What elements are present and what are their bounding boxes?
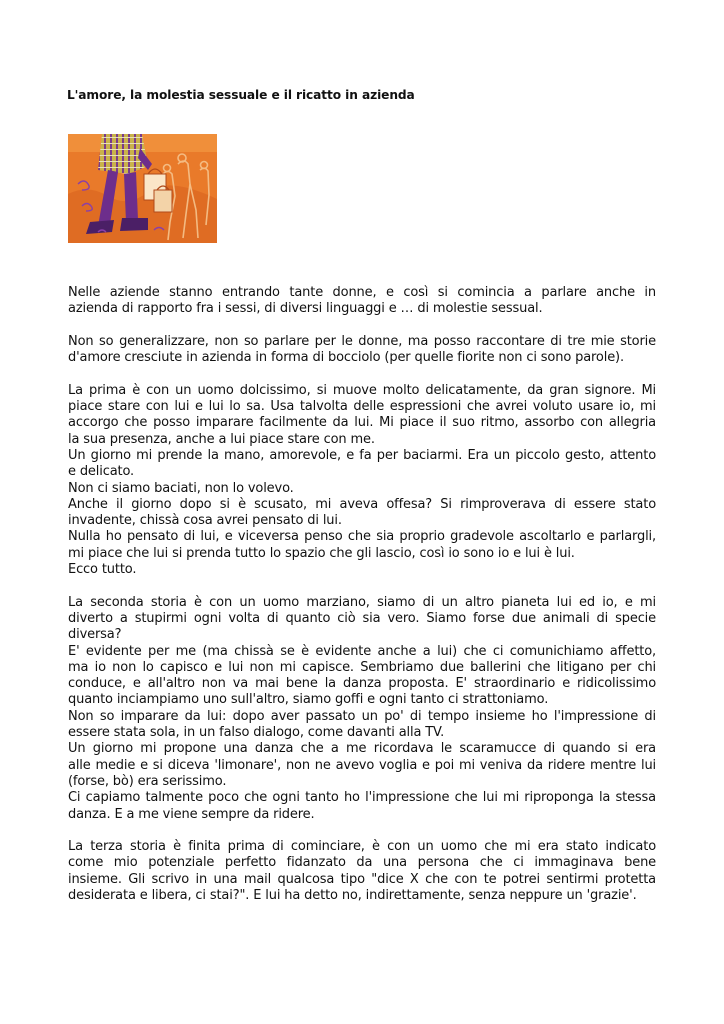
text-line: essere stata sola, in un falso dialogo, come davanti alla TV.: [68, 725, 445, 741]
text-line: Nelle aziende stanno entrando tante donne, e così si comincia a parlare anche in: [68, 285, 656, 300]
text-line: ma io non lo capisco e lui non mi capisce. Sembriamo due ballerini che litigano per chi: [68, 659, 656, 675]
illustration-women-shopping-bags-icon: [68, 134, 217, 243]
paragraph: [68, 334, 656, 367]
text-line: Non so imparare da lui: dopo aver passato un po' di tempo insieme ho l'impressione di: [68, 708, 656, 724]
text-line: Non so generalizzare, non so parlare per le donne, ma posso raccontare di tre mie storie: [68, 333, 656, 349]
text-line: invadente, chissà cosa avrei pensato di lui.: [68, 513, 342, 529]
text-line: Un giorno mi propone una danza che a me ricordava le scaramucce di quando si era: [68, 741, 656, 757]
text-line: piace stare con lui e lui lo sa. Usa talvolta delle espressioni che avrei voluto usare io, mi: [68, 399, 656, 415]
text-line: Nulla ho pensato di lui, e viceversa penso che sia proprio gradevole ascoltarlo e parlargli,: [68, 529, 656, 545]
text-line: conduce, e all'altro non va mai bene la danza proposta. E' straordinario e ridicolissimo: [68, 676, 656, 692]
text-line: diversa?: [68, 627, 122, 643]
paragraph: [68, 383, 656, 579]
text-line: La prima è con un uomo dolcissimo, si muove molto delicatamente, da gran signore. Mi: [68, 382, 656, 398]
text-line: la sua presenza, anche a lui piace stare con me.: [68, 431, 375, 447]
paragraph: [68, 285, 656, 318]
text-line: desiderata e libera, ci stai?". E lui ha detto no, indirettamente, senza neppure un 'grazie'.: [68, 887, 637, 903]
text-line: insieme. Gli scrivo in una mail qualcosa tipo "dice X che con te potrei sentirmi protetta: [68, 871, 656, 887]
text-line: La terza storia è finita prima di cominciare, è con un uomo che mi era stato indicato: [68, 839, 656, 855]
text-line: Ecco tutto.: [68, 562, 137, 578]
text-line: d'amore cresciute in azienda in forma di bocciolo (per quelle fiorite non ci sono parole).: [68, 350, 624, 366]
text-line: La seconda storia è con un uomo marziano, siamo di un altro pianeta lui ed io, e mi: [68, 594, 656, 610]
paragraph: [68, 839, 656, 904]
text-line: Non ci siamo baciati, non lo volevo.: [68, 480, 294, 496]
text-line: diverto a stupirmi ogni volta di quanto ciò sia vero. Siamo forse due animali di specie: [68, 610, 656, 626]
text-line: danza. E a me viene sempre da ridere.: [68, 806, 315, 822]
paragraph: [68, 595, 656, 823]
text-line: e delicato.: [68, 464, 135, 480]
text-line: come mio potenziale perfetto fidanzato da una persona che ci immaginava bene: [68, 855, 656, 871]
text-line: E' evidente per me (ma chissà se è evidente anche a lui) che ci comunichiamo affetto,: [68, 643, 656, 659]
text-line: Anche il giorno dopo si è scusato, mi aveva offesa? Si rimproverava di essere stato: [68, 496, 656, 512]
text-line: Un giorno mi prende la mano, amorevole, e fa per baciarmi. Era un piccolo gesto, attento: [68, 447, 656, 463]
document-title: L'amore, la molestia sessuale e il ricatto in azienda: [67, 88, 415, 102]
text-line: mi piace che lui si prenda tutto lo spazio che gli lascio, così io sono io e lui è lui.: [68, 545, 575, 561]
text-line: alle medie e si diceva 'limonare', non ne avevo voglia e poi mi veniva da ridere mentre lui: [68, 757, 656, 773]
document-body: [68, 285, 656, 921]
text-line: Ci capiamo talmente poco che ogni tanto ho l'impressione che lui mi riproponga la stessa: [68, 790, 656, 806]
text-line: (forse, bò) era serissimo.: [68, 773, 227, 789]
text-line: azienda di rapporto fra i sessi, di diversi linguaggi e … di molestie sessual.: [68, 301, 543, 317]
text-line: accorgo che posso imparare facilmente da lui. Mi piace il suo ritmo, assorbo con allegria: [68, 415, 656, 431]
text-line: quanto inciampiamo uno sull'altro, siamo goffi e ogni tanto ci strattoniamo.: [68, 692, 549, 708]
